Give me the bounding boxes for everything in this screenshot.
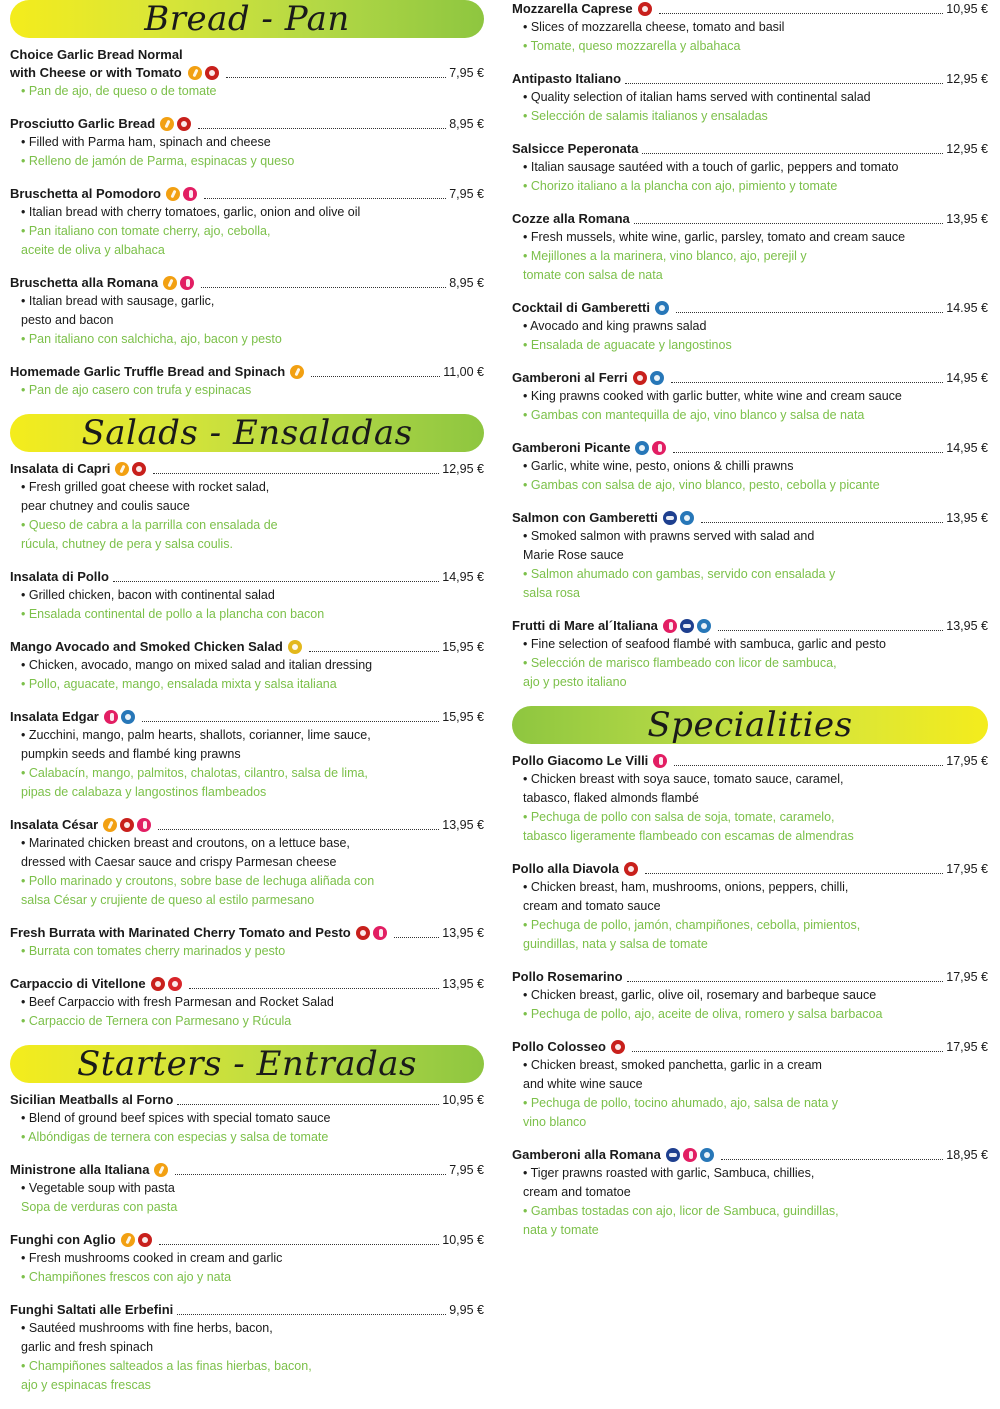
vegetarian-icon (188, 66, 202, 80)
menu-item (512, 617, 988, 692)
dot-leader (642, 153, 943, 154)
menu-right-column (512, 0, 988, 1254)
description-spanish: • Burrata con tomates cherry marinados y pesto (21, 944, 286, 958)
menu-item (512, 369, 988, 425)
allergen-icons (624, 862, 641, 876)
menu-item (10, 460, 484, 554)
menu-item (512, 1038, 988, 1132)
menu-item-price: 12,95 € (442, 462, 484, 476)
menu-item (10, 274, 484, 349)
dot-leader (113, 581, 439, 582)
description-english: • Chicken, avocado, mango on mixed salad and italian dressing (21, 658, 373, 672)
dot-leader (198, 128, 446, 129)
description-english: • Fresh mushrooms cooked in cream and garlic (21, 1251, 283, 1265)
description-english: • Italian bread with sausage, garlic, pesto and bacon (21, 294, 215, 327)
menu-item-header (10, 708, 484, 726)
dot-leader (701, 522, 943, 523)
shellfish-icon (680, 511, 694, 525)
menu-item-name: Mozzarella Caprese (512, 1, 633, 16)
description-english: • Chicken breast with soya sauce, tomato sauce, caramel, tabasco, flaked almonds flambé (523, 772, 844, 805)
dot-leader (634, 223, 944, 224)
menu-item-name: Homemade Garlic Truffle Bread and Spinach (10, 364, 286, 379)
vegetarian-icon (154, 1163, 168, 1177)
menu-item (10, 816, 484, 910)
menu-item-price: 14,95 € (946, 371, 988, 385)
pork-icon (205, 66, 219, 80)
allergen-icons (611, 1040, 628, 1054)
description-spanish: • Chorizo italiano a la plancha con ajo, pimiento y tomate (523, 179, 838, 193)
menu-item-name: Pollo Rosemarino (512, 969, 623, 984)
menu-item-name: Ministrone alla Italiana (10, 1162, 150, 1177)
menu-item-name: Gamberoni al Ferri (512, 370, 628, 385)
description-spanish: • Queso de cabra a la parrilla con ensalada de rúcula, chutney de pera y salsa coulis. (21, 518, 278, 551)
vegetarian-icon (121, 1233, 135, 1247)
description-spanish: • Pan italiano con salchicha, ajo, bacon y pesto (21, 332, 282, 346)
menu-item (512, 299, 988, 355)
vegetarian-icon (166, 187, 180, 201)
spicy-icon (373, 926, 387, 940)
menu-item-name: Gamberoni alla Romana (512, 1147, 661, 1162)
description-spanish: • Gambas con mantequilla de ajo, vino blanco y salsa de nata (523, 408, 865, 422)
description-spanish: • Selección de marisco flambeado con licor de sambuca, ajo y pesto italiano (523, 656, 837, 689)
dot-leader (309, 651, 439, 652)
description-spanish: • Selección de salamis italianos y ensaladas (523, 109, 768, 123)
menu-item-header (512, 1038, 988, 1056)
menu-item-price: 13,95 € (442, 926, 484, 940)
menu-item-header (10, 185, 484, 203)
pork-icon (151, 977, 165, 991)
section-title: Salads - Ensaladas (81, 413, 413, 453)
menu-item-name: Cocktail di Gamberetti (512, 300, 650, 315)
menu-item-header (10, 1231, 484, 1249)
allergen-icons (655, 301, 672, 315)
description-english: • Sautéed mushrooms with fine herbs, bacon, garlic and fresh spinach (21, 1321, 273, 1354)
menu-item (512, 439, 988, 495)
menu-item (10, 185, 484, 260)
menu-item-header (512, 369, 988, 387)
menu-item (512, 968, 988, 1024)
dot-leader (158, 829, 439, 830)
menu-item (512, 210, 988, 285)
spicy-icon (652, 441, 666, 455)
menu-item-price: 7,95 € (449, 1163, 484, 1177)
dot-leader (159, 1244, 440, 1245)
menu-item-header (512, 439, 988, 457)
shellfish-icon (121, 710, 135, 724)
allergen-icons (166, 187, 200, 201)
spicy-icon (183, 187, 197, 201)
allergen-icons (151, 977, 185, 991)
description-spanish: • Ensalada continental de pollo a la plancha con bacon (21, 607, 325, 621)
menu-item-price: 13,95 € (946, 619, 988, 633)
menu-item (10, 568, 484, 624)
allergen-icons (666, 1148, 717, 1162)
dot-leader (718, 630, 943, 631)
dot-leader (645, 873, 943, 874)
menu-item-name: Frutti di Mare al´Italiana (512, 618, 658, 633)
menu-item-name: Salmon con Gamberetti (512, 510, 658, 525)
pork-icon (132, 462, 146, 476)
dot-leader (394, 937, 440, 938)
allergen-icons (154, 1163, 171, 1177)
menu-item-name: Sicilian Meatballs al Forno (10, 1092, 174, 1107)
menu-item-name: Insalata di Pollo (10, 569, 109, 584)
dot-leader (673, 452, 943, 453)
allergen-icons (121, 1233, 155, 1247)
description-spanish: • Pollo marinado y croutons, sobre base de lechuga aliñada con salsa César y crujiente de queso al estilo parmesano (21, 874, 375, 907)
menu-item-header (10, 975, 484, 993)
menu-item-price: 17,95 € (946, 1040, 988, 1054)
spicy-icon (663, 619, 677, 633)
shellfish-icon (655, 301, 669, 315)
menu-item-price: 18,95 € (946, 1148, 988, 1162)
allergen-icons (356, 926, 390, 940)
menu-item-header (10, 46, 484, 82)
menu-item-name: Fresh Burrata with Marinated Cherry Tomato and Pesto (10, 925, 351, 940)
allergen-icons (633, 371, 667, 385)
menu-item-header (10, 363, 484, 381)
menu-item-header (512, 752, 988, 770)
shellfish-icon (700, 1148, 714, 1162)
dot-leader (142, 721, 439, 722)
description-english: • Tiger prawns roasted with garlic, Sambuca, chillies, cream and tomatoe (523, 1166, 815, 1199)
menu-item-name: Insalata César (10, 817, 99, 832)
description-spanish: • Calabacín, mango, palmitos, chalotas, cilantro, salsa de lima, pipas de calabaza y langostinos flambeados (21, 766, 368, 799)
section-banner (10, 0, 484, 38)
description-english: • Grilled chicken, bacon with continental salad (21, 588, 275, 602)
allergen-icons (188, 66, 222, 80)
allergen-icons (160, 117, 194, 131)
menu-item-price: 13,95 € (442, 977, 484, 991)
menu-item (10, 924, 484, 961)
menu-item-price: 7,95 € (449, 66, 484, 80)
description-spanish: • Ensalada de aguacate y langostinos (523, 338, 732, 352)
menu-item-price: 17,95 € (946, 862, 988, 876)
menu-item (512, 1146, 988, 1240)
menu-item-name: Pollo Giacomo Le Villi (512, 753, 649, 768)
menu-item-price: 13,95 € (442, 818, 484, 832)
menu-item-price: 13,95 € (946, 511, 988, 525)
shellfish-icon (697, 619, 711, 633)
menu-item-header (10, 460, 484, 478)
menu-item-header (10, 638, 484, 656)
description-english: • Fresh grilled goat cheese with rocket salad, pear chutney and coulis sauce (21, 480, 270, 513)
menu-item (512, 752, 988, 846)
allergen-icons (288, 640, 305, 654)
menu-item (10, 638, 484, 694)
dot-leader (201, 287, 446, 288)
fish-icon (663, 511, 677, 525)
menu-item-header (512, 509, 988, 527)
menu-item-header (10, 924, 484, 942)
description-english: • Fresh mussels, white wine, garlic, parsley, tomato and cream sauce (523, 230, 906, 244)
description-spanish: • Salmon ahumado con gambas, servido con ensalada y salsa rosa (523, 567, 836, 600)
spicy-icon (104, 710, 118, 724)
section-banner (10, 1045, 484, 1083)
description-english: • Garlic, white wine, pesto, onions & chilli prawns (523, 459, 794, 473)
pork-icon (624, 862, 638, 876)
allergen-icons (638, 2, 655, 16)
menu-item (512, 509, 988, 603)
pork-icon (138, 1233, 152, 1247)
menu-item-price: 10,95 € (946, 2, 988, 16)
menu-item-name: Pollo Colosseo (512, 1039, 606, 1054)
menu-item-name: Funghi con Aglio (10, 1232, 116, 1247)
menu-item-header (512, 1146, 988, 1164)
allergen-icons (635, 441, 669, 455)
vegetarian-icon (103, 818, 117, 832)
description-english: • Chicken breast, ham, mushrooms, onions, peppers, chilli, cream and tomato sauce (523, 880, 849, 913)
dot-leader (177, 1314, 446, 1315)
fish-icon (666, 1148, 680, 1162)
spicy-icon (653, 754, 667, 768)
description-spanish: • Pan italiano con tomate cherry, ajo, cebolla, aceite de oliva y albahaca (21, 224, 271, 257)
menu-item-name: Cozze alla Romana (512, 211, 630, 226)
menu-item-price: 12,95 € (946, 142, 988, 156)
vegetarian-icon (115, 462, 129, 476)
menu-item-header (512, 0, 988, 18)
fish-icon (680, 619, 694, 633)
spicy-icon (683, 1148, 697, 1162)
menu-item-name: Funghi Saltati alle Erbefini (10, 1302, 174, 1317)
description-english: • Italian sausage sautéed with a touch of garlic, peppers and tomato (523, 160, 899, 174)
menu-item-name: Prosciutto Garlic Bread (10, 116, 156, 131)
menu-item-header (512, 860, 988, 878)
shellfish-icon (635, 441, 649, 455)
section-title: Starters - Entradas (77, 1044, 417, 1084)
pork-icon (177, 117, 191, 131)
menu-item (512, 860, 988, 954)
dot-leader (632, 1051, 943, 1052)
description-english: • Vegetable soup with pasta (21, 1181, 175, 1195)
menu-item-header (512, 140, 988, 158)
description-spanish: • Pechuga de pollo, tocino ahumado, ajo, salsa de nata y vino blanco (523, 1096, 839, 1129)
description-spanish: • Pan de ajo casero con trufa y espinacas (21, 383, 252, 397)
menu-item-name: Salsicce Peperonata (512, 141, 639, 156)
menu-item-header (10, 115, 484, 133)
dot-leader (671, 382, 944, 383)
allergen-icons (163, 276, 197, 290)
dot-leader (175, 1174, 446, 1175)
menu-item-price: 17,95 € (946, 970, 988, 984)
description-english: • Marinated chicken breast and croutons, on a lettuce base, dressed with Caesar sauce and crispy Parmesan cheese (21, 836, 350, 869)
description-english: • Chicken breast, smoked panchetta, garlic in a cream and white wine sauce (523, 1058, 822, 1091)
description-spanish: • Champiñones salteados a las finas hierbas, bacon, ajo y espinacas frescas (21, 1359, 312, 1392)
vegetarian-icon (290, 365, 304, 379)
allergen-icons (663, 619, 714, 633)
menu-item (10, 1091, 484, 1147)
menu-item (10, 46, 484, 101)
section-banner (10, 414, 484, 452)
allergen-icons (104, 710, 138, 724)
allergen-icons (663, 511, 697, 525)
menu-item-price: 10,95 € (442, 1093, 484, 1107)
description-english: • Smoked salmon with prawns served with salad and Marie Rose sauce (523, 529, 815, 562)
spicy-icon (137, 818, 151, 832)
menu-item-name: Insalata di Capri (10, 461, 111, 476)
description-english: • Filled with Parma ham, spinach and cheese (21, 135, 271, 149)
menu-item-header (512, 617, 988, 635)
menu-item-price: 17,95 € (946, 754, 988, 768)
allergen-icons (290, 365, 307, 379)
description-spanish: • Carpaccio de Ternera con Parmesano y Rúcula (21, 1014, 292, 1028)
menu-item-price: 14.95 € (946, 301, 988, 315)
description-english: • Beef Carpaccio with fresh Parmesan and Rocket Salad (21, 995, 334, 1009)
menu-item-name: Gamberoni Picante (512, 440, 631, 455)
description-spanish: • Mejillones a la marinera, vino blanco, ajo, perejil y tomate con salsa de nata (523, 249, 807, 282)
menu-item-name: Bruschetta al Pomodoro (10, 186, 161, 201)
menu-item-name: Carpaccio di Vitellone (10, 976, 146, 991)
menu-item-name: Choice Garlic Bread Normal with Cheese or with Tomato (10, 47, 183, 80)
description-spanish: • Pechuga de pollo, ajo, aceite de oliva, romero y salsa barbacoa (523, 1007, 883, 1021)
allergen-icons (115, 462, 149, 476)
menu-item-name: Pollo alla Diavola (512, 861, 619, 876)
dot-leader (189, 988, 440, 989)
menu-item-price: 8,95 € (449, 117, 484, 131)
menu-item-price: 9,95 € (449, 1303, 484, 1317)
menu-item-header (10, 1301, 484, 1319)
description-spanish: • Pollo, aguacate, mango, ensalada mixta y salsa italiana (21, 677, 337, 691)
nut-icon (288, 640, 302, 654)
menu-item (10, 708, 484, 802)
dot-leader (177, 1104, 439, 1105)
menu-item (10, 1161, 484, 1217)
menu-item-price: 8,95 € (449, 276, 484, 290)
dot-leader (721, 1159, 943, 1160)
description-spanish: • Relleno de jamón de Parma, espinacas y queso (21, 154, 295, 168)
description-english: • King prawns cooked with garlic butter, white wine and cream sauce (523, 389, 902, 403)
menu-item-header (10, 816, 484, 834)
dot-leader (311, 376, 440, 377)
menu-item (10, 1231, 484, 1287)
description-spanish: • Gambas con salsa de ajo, vino blanco, pesto, cebolla y picante (523, 478, 880, 492)
allergen-icons (103, 818, 154, 832)
menu-item-header (512, 70, 988, 88)
allergen-icons (653, 754, 670, 768)
pork-icon (611, 1040, 625, 1054)
description-english: • Slices of mozzarella cheese, tomato and basil (523, 20, 785, 34)
menu-item (512, 70, 988, 126)
menu-item-header (10, 1161, 484, 1179)
menu-item-header (10, 274, 484, 292)
menu-item (512, 140, 988, 196)
menu-item-name: Insalata Edgar (10, 709, 99, 724)
menu-item (10, 975, 484, 1031)
description-english: • Chicken breast, garlic, olive oil, rosemary and barbeque sauce (523, 988, 877, 1002)
dot-leader (659, 13, 944, 14)
menu-item-price: 10,95 € (442, 1233, 484, 1247)
menu-item-name: Mango Avocado and Smoked Chicken Salad (10, 639, 283, 654)
description-english: • Zucchini, mango, palm hearts, shallots, corianner, lime sauce, pumpkin seeds and flambé king prawns (21, 728, 371, 761)
menu-item-header (10, 1091, 484, 1109)
menu-item-price: 14,95 € (946, 441, 988, 455)
pork-icon (638, 2, 652, 16)
dot-leader (674, 765, 943, 766)
description-english: • Fine selection of seafood flambé with sambuca, garlic and pesto (523, 637, 886, 651)
menu-item (512, 0, 988, 56)
section-banner (512, 706, 988, 744)
description-english: • Blend of ground beef spices with special tomato sauce (21, 1111, 331, 1125)
menu-item-price: 13,95 € (946, 212, 988, 226)
pork-icon (633, 371, 647, 385)
description-spanish: • Pechuga de pollo con salsa de soja, tomate, caramelo, tabasco ligeramente flambeado con escamas de almendras (523, 810, 854, 843)
menu-item-price: 7,95 € (449, 187, 484, 201)
description-spanish: • Tomate, queso mozzarella y albahaca (523, 39, 741, 53)
vegetarian-icon (160, 117, 174, 131)
menu-item-price: 15,95 € (442, 710, 484, 724)
menu-item-header (512, 210, 988, 228)
menu-item-header (10, 568, 484, 586)
dot-leader (627, 981, 944, 982)
description-spanish: • Pan de ajo, de queso o de tomate (21, 84, 217, 98)
spicy-icon (180, 276, 194, 290)
menu-left-column (10, 0, 484, 1409)
dot-leader (153, 473, 439, 474)
menu-item-header (512, 299, 988, 317)
pork-icon (120, 818, 134, 832)
description-english: • Quality selection of italian hams served with continental salad (523, 90, 871, 104)
menu-item-name: Bruschetta alla Romana (10, 275, 159, 290)
menu-item (10, 363, 484, 400)
shellfish-icon (650, 371, 664, 385)
description-spanish: • Gambas tostadas con ajo, licor de Sambuca, guindillas, nata y tomate (523, 1204, 839, 1237)
meat-icon (168, 977, 182, 991)
description-spanish: • Pechuga de pollo, jamón, champiñones, cebolla, pimientos, guindillas, nata y salsa de tomate (523, 918, 861, 951)
menu-item-price: 15,95 € (442, 640, 484, 654)
description-spanish: • Champiñones frescos con ajo y nata (21, 1270, 232, 1284)
menu-item-name: Antipasto Italiano (512, 71, 622, 86)
description-spanish: • Albóndigas de ternera con especias y salsa de tomate (21, 1130, 329, 1144)
dot-leader (625, 83, 943, 84)
section-title: Specialities (647, 705, 853, 745)
dot-leader (204, 198, 446, 199)
menu-item-price: 11,00 € (443, 365, 484, 379)
menu-item-price: 14,95 € (442, 570, 484, 584)
menu-item (10, 1301, 484, 1395)
description-english: • Avocado and king prawns salad (523, 319, 707, 333)
dot-leader (676, 312, 943, 313)
description-spanish: Sopa de verduras con pasta (21, 1200, 178, 1214)
menu-item (10, 115, 484, 171)
vegetarian-icon (163, 276, 177, 290)
dot-leader (226, 77, 447, 78)
pork-icon (356, 926, 370, 940)
description-english: • Italian bread with cherry tomatoes, garlic, onion and olive oil (21, 205, 361, 219)
menu-item-header (512, 968, 988, 986)
section-title: Bread - Pan (144, 0, 350, 39)
menu-item-price: 12,95 € (946, 72, 988, 86)
